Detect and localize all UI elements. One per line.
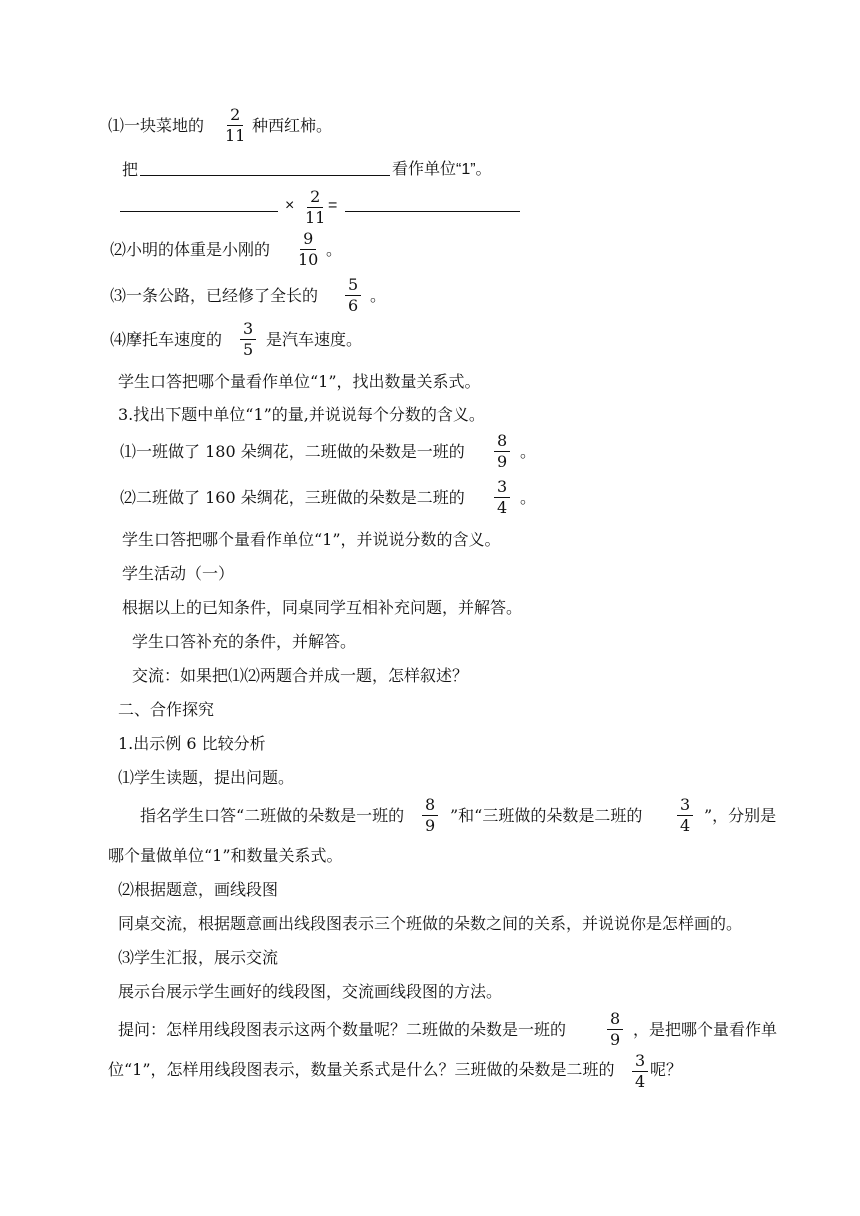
activity-heading: 学生活动（一） bbox=[122, 564, 235, 583]
item-2-prefix: ⑵小明的体重是小刚的 bbox=[110, 240, 271, 259]
paragraph: 学生口答补充的条件，并解答。 bbox=[132, 632, 357, 651]
paragraph: ⑵根据题意，画线段图 bbox=[118, 880, 279, 899]
fraction-9-10: $\frac{9}{10}$ bbox=[298, 229, 319, 269]
question-1-suffix: 。 bbox=[520, 442, 537, 461]
fraction-3-4: $\frac{3}{4}$ bbox=[677, 796, 693, 835]
section-heading: 3.找出下题中单位“1”的量,并说说每个分数的含义。 bbox=[118, 405, 485, 424]
question-1-prefix: ⑴一班做了 180 朵绸花，二班做的朵数是一班的 bbox=[120, 442, 465, 461]
item-4-suffix: 是汽车速度。 bbox=[266, 330, 363, 349]
paragraph-part: 呢？ bbox=[650, 1060, 683, 1079]
paragraph: 交流：如果把⑴⑵两题合并成一题，怎样叙述？ bbox=[132, 666, 469, 685]
paragraph: 学生口答把哪个量看作单位“1”，找出数量关系式。 bbox=[118, 372, 481, 391]
blank-line-suffix: 看作单位“1”。 bbox=[392, 161, 492, 178]
fraction-3-4: $\frac{3}{4}$ bbox=[494, 478, 510, 517]
paragraph-part: ”，分别是 bbox=[704, 806, 777, 825]
blank-underline bbox=[140, 175, 390, 176]
section-heading: 二、合作探究 bbox=[118, 700, 215, 719]
fraction-8-9: $\frac{8}{9}$ bbox=[607, 1010, 623, 1049]
item-3-suffix: 。 bbox=[370, 286, 387, 305]
subsection-heading: 1.出示例 6 比较分析 bbox=[118, 734, 266, 753]
question-2-suffix: 。 bbox=[520, 488, 537, 507]
paragraph: ⑶学生汇报，展示交流 bbox=[118, 948, 279, 967]
item-2-suffix: 。 bbox=[326, 240, 343, 259]
paragraph-part: ，是把哪个量看作单 bbox=[633, 1020, 778, 1039]
fraction-8-9: $\frac{8}{9}$ bbox=[422, 796, 438, 835]
fraction-5-6: $\frac{5}{6}$ bbox=[345, 276, 361, 315]
paragraph-part: 指名学生口答“二班做的朵数是一班的 bbox=[140, 806, 405, 825]
paragraph: ⑴学生读题，提出问题。 bbox=[118, 768, 295, 787]
fraction-3-4: $\frac{3}{4}$ bbox=[632, 1052, 648, 1091]
paragraph-part: 位“1”，怎样用线段图表示，数量关系式是什么？三班做的朵数是二班的 bbox=[108, 1060, 615, 1079]
blank-underline bbox=[345, 211, 520, 212]
item-4-prefix: ⑷摩托车速度的 bbox=[110, 330, 223, 349]
paragraph: 展示台展示学生画好的线段图，交流画线段图的方法。 bbox=[118, 982, 503, 1001]
paragraph-part: ”和“三班做的朵数是二班的 bbox=[450, 806, 643, 825]
multiply-sign: × bbox=[285, 197, 295, 214]
blank-line-prefix: 把 bbox=[122, 160, 139, 179]
paragraph-part: 提问：怎样用线段图表示这两个数量呢？二班做的朵数是一班的 bbox=[118, 1020, 567, 1039]
blank-underline bbox=[120, 211, 278, 212]
fraction-2-11: $\frac{2}{11}$ bbox=[225, 105, 246, 145]
paragraph: 同桌交流，根据题意画出线段图表示三个班做的朵数之间的关系，并说说你是怎样画的。 bbox=[118, 914, 743, 933]
item-3-prefix: ⑶一条公路，已经修了全长的 bbox=[110, 286, 319, 305]
fraction-2-11: $\frac{2}{11}$ bbox=[305, 187, 326, 227]
fraction-8-9: $\frac{8}{9}$ bbox=[494, 432, 510, 471]
paragraph: 哪个量做单位“1”和数量关系式。 bbox=[108, 846, 343, 865]
question-2-prefix: ⑵二班做了 160 朵绸花，三班做的朵数是二班的 bbox=[120, 488, 465, 507]
paragraph: 学生口答把哪个量看作单位“1”，并说说分数的含义。 bbox=[122, 530, 501, 549]
fraction-3-5: $\frac{3}{5}$ bbox=[240, 320, 256, 359]
item-1-prefix: ⑴一块菜地的 bbox=[108, 116, 205, 135]
item-1-suffix: 种西红柿。 bbox=[252, 116, 333, 135]
equals-sign: = bbox=[328, 197, 338, 214]
paragraph: 根据以上的已知条件，同桌同学互相补充问题，并解答。 bbox=[122, 598, 523, 617]
